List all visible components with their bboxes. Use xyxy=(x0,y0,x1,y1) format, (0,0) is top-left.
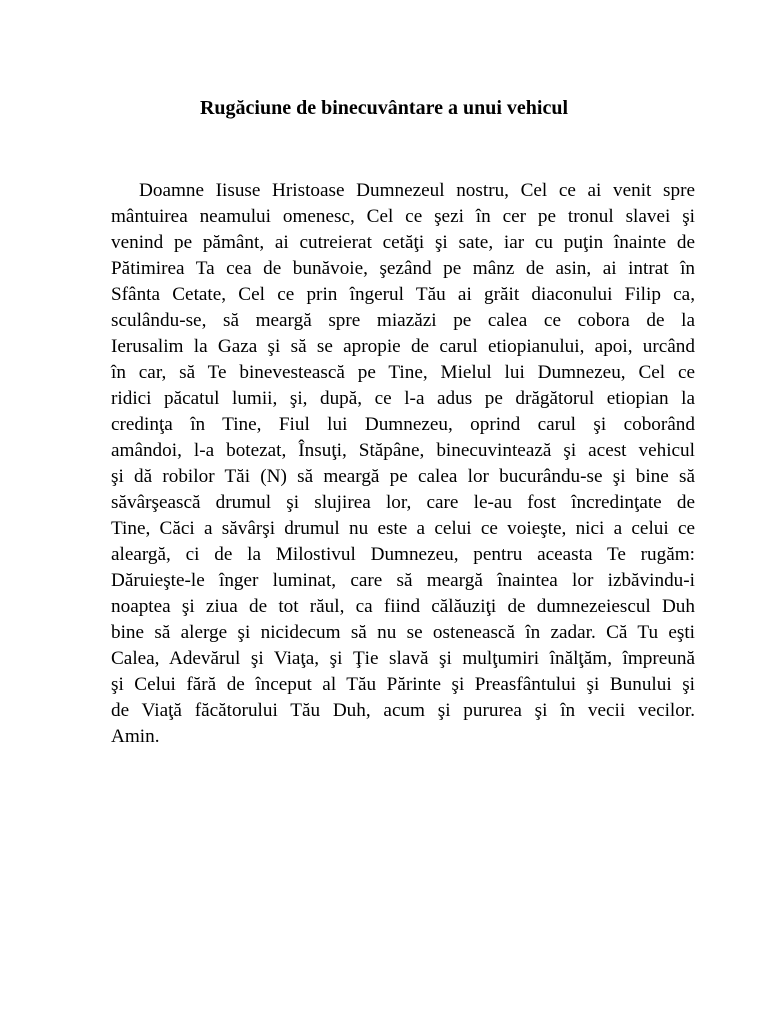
text-line: bine să alerge şi nicidecum să nu se ostenească în zadar. Că Tu eşti xyxy=(111,622,695,643)
text-line: Doamne Iisuse Hristoase Dumnezeul nostru, Cel ce ai venit spre xyxy=(139,180,695,201)
text-line: ridici păcatul lumii, şi, după, ce l-a adus pe drăgătorul etiopian la xyxy=(111,388,695,409)
text-line: de Viaţă făcătorului Tău Duh, acum şi pururea şi în vecii vecilor. xyxy=(111,700,695,721)
document-title: Rugăciune de binecuvântare a unui vehicul xyxy=(199,97,569,119)
text-line: Pătimirea Ta cea de bunăvoie, şezând pe mânz de asin, ai intrat în xyxy=(111,258,695,279)
prayer-body xyxy=(111,178,695,750)
text-line: Sfânta Cetate, Cel ce prin îngerul Tău ai grăit diaconului Filip ca, xyxy=(111,284,695,305)
text-line: credinţa în Tine, Fiul lui Dumnezeu, oprind carul şi coborând xyxy=(111,414,695,435)
text-line: în car, să Te binevestească pe Tine, Mielul lui Dumnezeu, Cel ce xyxy=(111,362,695,383)
text-line: aleargă, ci de la Milostivul Dumnezeu, pentru aceasta Te rugăm: xyxy=(111,544,695,565)
text-line: Dăruieşte-le înger luminat, care să meargă înaintea lor izbăvindu-i xyxy=(111,570,695,591)
text-line: amândoi, l-a botezat, Însuţi, Stăpâne, binecuvintează şi acest vehicul xyxy=(111,440,695,461)
text-line: şi Celui fără de început al Tău Părinte şi Preasfântului şi Bunului şi xyxy=(111,674,695,695)
text-line: Amin. xyxy=(111,726,160,747)
text-line: şi dă robilor Tăi (N) să meargă pe calea lor bucurându-se şi bine să xyxy=(111,466,695,487)
text-line: sculându-se, să meargă spre miazăzi pe calea ce cobora de la xyxy=(111,310,695,331)
text-line: săvârşească drumul şi slujirea lor, care le-au fost încredinţate de xyxy=(111,492,695,513)
text-line: Ierusalim la Gaza şi să se apropie de carul etiopianului, apoi, urcând xyxy=(111,336,695,357)
text-line: venind pe pământ, ai cutreierat cetăţi şi sate, iar cu puţin înainte de xyxy=(111,232,695,253)
text-line: mântuirea neamului omenesc, Cel ce şezi în cer pe tronul slavei şi xyxy=(111,206,695,227)
text-line: Tine, Căci a săvârşi drumul nu este a celui ce voieşte, nici a celui ce xyxy=(111,518,695,539)
text-line: Calea, Adevărul şi Viaţa, şi Ţie slavă şi mulţumiri înălţăm, împreună xyxy=(111,648,695,669)
text-line: noaptea şi ziua de tot răul, ca fiind călăuziţi de dumnezeiescul Duh xyxy=(111,596,695,617)
